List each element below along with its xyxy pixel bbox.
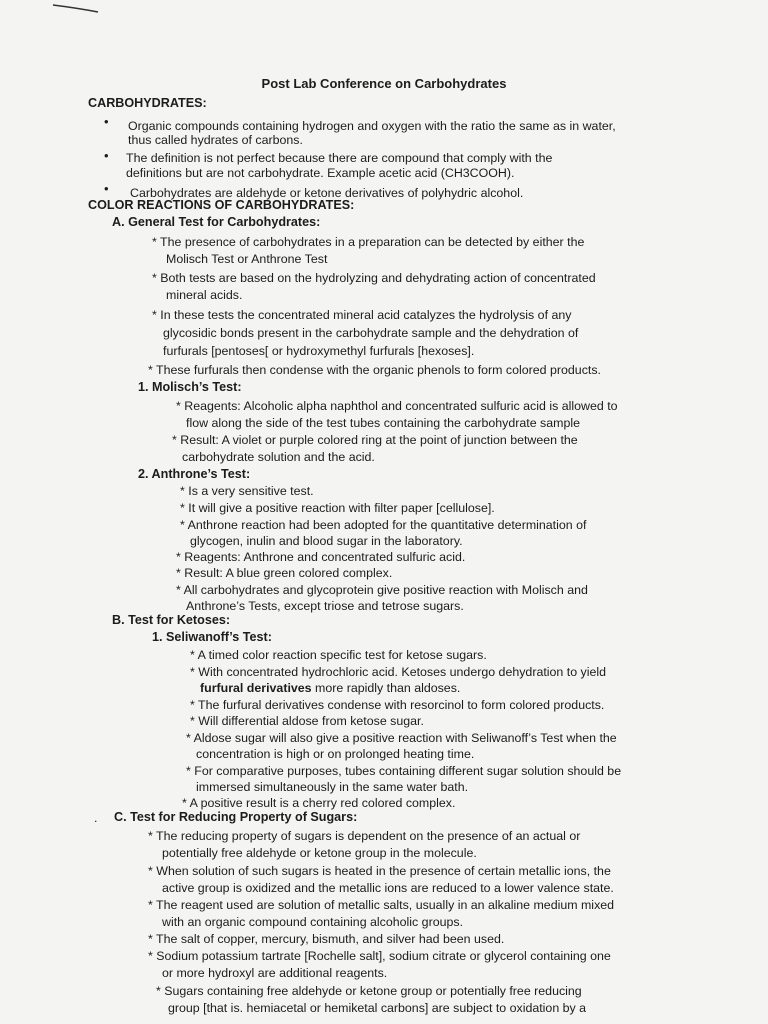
text-line: Carbohydrates are aldehyde or ketone derivatives of polyhydric alcohol.	[130, 186, 524, 200]
text-line: Organic compounds containing hydrogen and oxygen with the ratio the same as in water,	[128, 119, 616, 133]
pen-stroke-mark	[52, 2, 104, 16]
text-line: definitions but are not carbohydrate. Example acetic acid (CH3COOH).	[126, 166, 515, 180]
text-line: * A timed color reaction specific test for ketose sugars.	[190, 648, 487, 662]
text-line: * Reagents: Alcoholic alpha naphthol and concentrated sulfuric acid is allowed to	[176, 399, 618, 413]
test-heading-seliwanoff: 1. Seliwanoff’s Test:	[152, 630, 272, 644]
text-line: flow along the side of the test tubes containing the carbohydrate sample	[186, 416, 580, 430]
text-span: more rapidly than aldoses.	[315, 681, 461, 695]
stray-dot: .	[94, 811, 98, 825]
text-line: * With concentrated hydrochloric acid. Ketoses undergo dehydration to yield	[190, 665, 607, 679]
bold-phrase: furfural derivatives	[200, 681, 312, 695]
text-line: mineral acids.	[166, 288, 243, 302]
subsection-heading-general-test: A. General Test for Carbohydrates:	[112, 215, 321, 229]
text-line: immersed simultaneously in the same water bath.	[196, 780, 469, 794]
text-line: group [that is. hemiacetal or hemiketal carbons] are subject to oxidation by a	[168, 1001, 587, 1015]
text-line: The definition is not perfect because there are compound that comply with the	[126, 151, 553, 165]
text-line: glycosidic bonds present in the carbohydrate sample and the dehydration of	[163, 326, 579, 340]
text-line: * Both tests are based on the hydrolyzing and dehydrating action of concentrated	[152, 271, 596, 285]
text-line: * All carbohydrates and glycoprotein give positive reaction with Molisch and	[176, 583, 588, 597]
text-line: * The presence of carbohydrates in a preparation can be detected by either the	[152, 235, 585, 249]
text-line: furfurals [pentoses[ or hydroxymethyl furfurals [hexoses].	[163, 344, 475, 358]
text-line: * Aldose sugar will also give a positive reaction with Seliwanoff’s Test when the	[186, 731, 617, 745]
text-line: * Is a very sensitive test.	[180, 484, 314, 498]
subsection-heading-ketoses: B. Test for Ketoses:	[112, 613, 231, 627]
text-line: * The furfural derivatives condense with resorcinol to form colored products.	[190, 698, 605, 712]
text-line: glycogen, inulin and blood sugar in the laboratory.	[190, 534, 463, 548]
text-line: * Reagents: Anthrone and concentrated sulfuric acid.	[176, 550, 466, 564]
text-line: active group is oxidized and the metallic ions are reduced to a lower valence state.	[162, 881, 614, 895]
section-heading-carbohydrates: CARBOHYDRATES:	[88, 96, 207, 110]
text-line: * Will differential aldose from ketose sugar.	[190, 714, 424, 728]
test-heading-molisch: 1. Molisch’s Test:	[138, 380, 242, 394]
text-line: or more hydroxyl are additional reagents.	[162, 966, 388, 980]
bullet-dot: •	[104, 114, 109, 129]
page-title: Post Lab Conference on Carbohydrates	[261, 76, 507, 91]
text-line: * The reducing property of sugars is dependent on the presence of an actual or	[148, 829, 581, 843]
text-line: carbohydrate solution and the acid.	[182, 450, 375, 464]
text-line: * Result: A violet or purple colored ring at the point of junction between the	[172, 433, 578, 447]
text-line: * For comparative purposes, tubes containing different sugar solution should be	[186, 764, 622, 778]
text-line: * It will give a positive reaction with filter paper [cellulose].	[180, 501, 495, 515]
text-line: * These furfurals then condense with the organic phenols to form colored products.	[148, 363, 601, 377]
text-line: * When solution of such sugars is heated in the presence of certain metallic ions, the	[148, 864, 611, 878]
test-heading-anthrone: 2. Anthrone’s Test:	[138, 467, 251, 481]
text-line: * A positive result is a cherry red colored complex.	[182, 796, 456, 810]
text-line	[200, 680, 460, 696]
bullet-dot: •	[104, 148, 109, 163]
text-line: * Sugars containing free aldehyde or ketone group or potentially free reducing	[156, 984, 582, 998]
bullet-dot: •	[104, 181, 109, 196]
text-line: with an organic compound containing alcoholic groups.	[162, 915, 464, 929]
text-line: thus called hydrates of carbons.	[128, 133, 303, 147]
text-line: * Result: A blue green colored complex.	[176, 566, 393, 580]
text-line: * Anthrone reaction had been adopted for the quantitative determination of	[180, 518, 587, 532]
text-line: * Sodium potassium tartrate [Rochelle salt], sodium citrate or glycerol containing one	[148, 949, 611, 963]
text-line: potentially free aldehyde or ketone group in the molecule.	[162, 846, 477, 860]
text-line: Molisch Test or Anthrone Test	[166, 252, 328, 266]
text-line: * The reagent used are solution of metallic salts, usually in an alkaline medium mixed	[148, 898, 615, 912]
subsection-heading-reducing-property: C. Test for Reducing Property of Sugars:	[114, 810, 358, 824]
text-line: * In these tests the concentrated mineral acid catalyzes the hydrolysis of any	[152, 308, 572, 322]
section-heading-color-reactions: COLOR REACTIONS OF CARBOHYDRATES:	[88, 198, 355, 212]
text-line: concentration is high or on prolonged heating time.	[196, 747, 475, 761]
text-line: Anthrone’s Tests, except triose and tetrose sugars.	[186, 599, 464, 613]
text-line: * The salt of copper, mercury, bismuth, and silver had been used.	[148, 932, 505, 946]
